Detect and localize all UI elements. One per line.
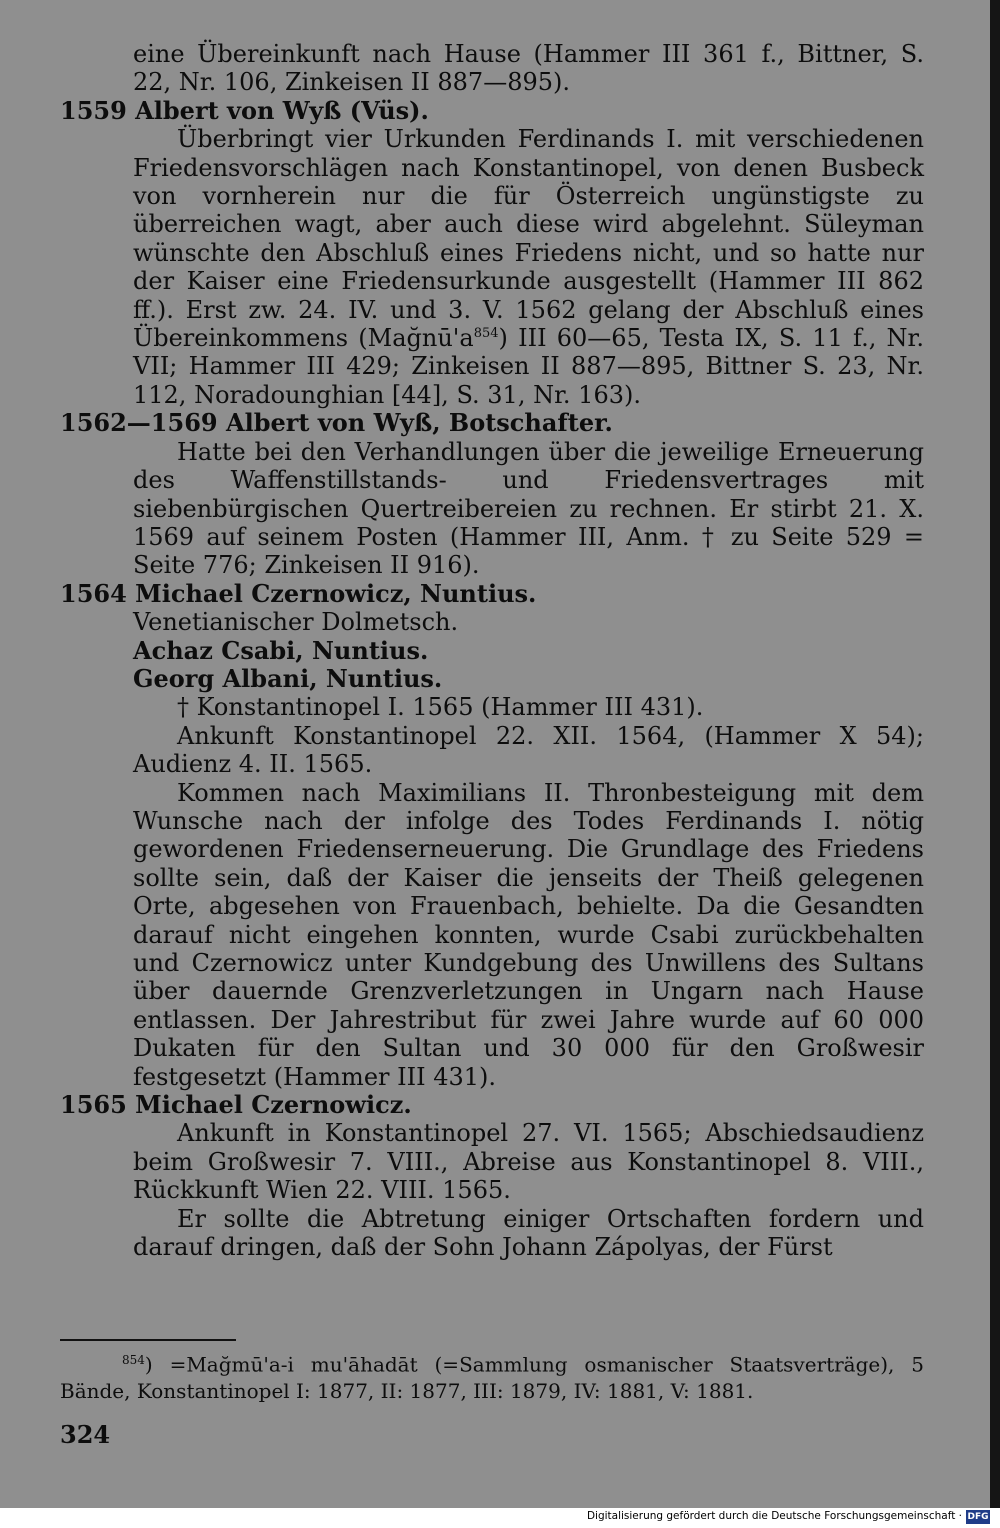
entry-paragraph: Er sollte die Abtretung einiger Ortschaften fordern und darauf dringen, daß der Sohn Johann Zápolyas, der Fürst — [133, 1204, 924, 1262]
page-number: 324 — [60, 1420, 111, 1449]
entry-name: Michael Czernowicz, Nuntius. — [135, 578, 537, 608]
footnote-body: ) =Mağmū'a-i mu'āhadāt (=Sammlung osmanischer Staatsverträge), 5 Bände, Konstantinopel I: 1877, II: 1877, III: 1879, IV: 1881, V: 1881. — [60, 1352, 924, 1403]
entry-heading — [60, 580, 924, 608]
entry-year: 1559 — [60, 95, 127, 125]
footnote-mark: 854 — [122, 1353, 145, 1367]
entry-1565 — [60, 1091, 924, 1261]
entry-subline: Venetianischer Dolmetsch. — [133, 608, 459, 637]
entry-name: Albert von Wyß, Botschafter. — [225, 408, 613, 438]
entry-1564 — [60, 580, 924, 1091]
entry-subname: Georg Albani, Nuntius. — [133, 663, 443, 693]
intro-paragraph: eine Übereinkunft nach Hause (Hammer III 361 f., Bittner, S. 22, Nr. 106, Zinkeisen II 887—895). — [133, 40, 924, 97]
footnote — [60, 1347, 924, 1404]
entry-name: Albert von Wyß (Vüs). — [135, 95, 429, 125]
entry-heading — [60, 97, 924, 125]
entry-name: Michael Czernowicz. — [135, 1090, 412, 1120]
entry-subname: Achaz Csabi, Nuntius. — [133, 635, 429, 665]
entry-paragraph: Ankunft Konstantinopel 22. XII. 1564, (Hammer X 54); Audienz 4. II. 1565. — [133, 721, 924, 779]
dfg-logo-icon: DFG — [967, 1512, 989, 1522]
paragraph-text-continued: ) III 60—65, Testa IX, S. 11 f., Nr. VII; Hammer III 429; Zinkeisen II 887—895, Bittner S. 23, Nr. 112, Noradounghian [44], S. 31, Nr. 163). — [133, 324, 924, 409]
entry-paragraph: † Konstantinopel I. 1565 (Hammer III 431). — [177, 693, 704, 722]
entry-paragraph: Hatte bei den Verhandlungen über die jeweilige Erneuerung des Waffenstillstands- und Friedensvertrages mit siebenbürgischen Quertreibereien zu rechnen. Er stirbt 21. X. 1569 auf seinem Posten (Hammer III, Anm. † zu Seite 529 = Seite 776; Zinkeisen II 916). — [133, 437, 924, 580]
digitization-credit: Digitalisierung gefördert durch die Deutsche Forschungsgemeinschaft · — [586, 1510, 962, 1522]
entry-heading — [60, 409, 924, 437]
footnote-text — [60, 1347, 924, 1404]
entry-paragraph: Kommen nach Maximilians II. Thronbesteigung mit dem Wunsche nach der infolge des Todes Ferdinands I. nötig gewordenen Friedenserneuerung. Die Grundlage des Friedens sollte sein, daß der Kaiser die jenseits der Theiß gelegenen Orte, abgesehen von Frauenbach, behielte. Da die Gesandten darauf nicht eingehen konnten, wurde Csabi zurückbehalten und Czernowicz unter Kundgebung des Unwillens des Sultans über dauernde Grenzverletzungen in Ungarn nach Hause entlassen. Der Jahrestribut für zwei Jahre wurde auf 60 000 Dukaten für den Sultan und 30 000 für den Großwesir festgesetzt (Hammer III 431). — [133, 778, 924, 1091]
entry-year: 1564 — [60, 578, 127, 608]
entry-1562 — [60, 409, 924, 579]
main-text — [60, 40, 924, 1261]
entry-paragraph — [60, 125, 924, 409]
entry-year: 1565 — [60, 1090, 127, 1120]
entry-year: 1562—1569 — [60, 408, 218, 438]
page-edge-shadow — [990, 0, 1000, 1508]
entry-1559 — [60, 97, 924, 409]
entry-heading — [60, 1091, 924, 1119]
entry-paragraph: Ankunft in Konstantinopel 27. VI. 1565; Abschiedsaudienz beim Großwesir 7. VIII., Abreise aus Konstantinopel 8. VIII., Rückkunft Wien 22. VIII. 1565. — [133, 1119, 924, 1205]
footnote-ref: 854 — [473, 326, 499, 342]
footnote-rule — [60, 1339, 236, 1341]
paragraph-text: Überbringt vier Urkunden Ferdinands I. mit verschiedenen Friedensvorschlägen nach Konstantinopel, von denen Busbeck von vornherein nur die für Österreich ungünstigste zu überreichen wagt, aber auch diese wird abgelehnt. Süleyman wünschte den Abschluß eines Friedens nicht, und so hatte nur der Kaiser eine Friedensurkunde ausgestellt (Hammer III 862 ff.). Erst zw. 24. IV. und 3. V. 1562 gelang der Abschluß eines Übereinkommens (Mağnū'a — [133, 125, 924, 353]
